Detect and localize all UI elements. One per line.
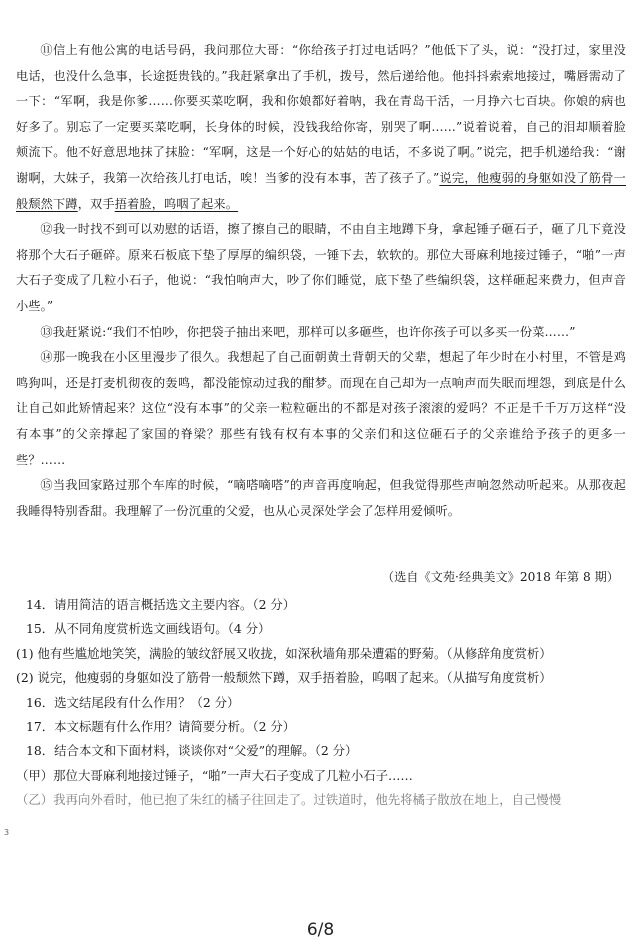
margin-mark: 3	[4, 828, 10, 837]
paragraph-11-text: ⑪信上有他公寓的电话号码，我问那位大哥：“你给孩子打过电话吗？”他低下了头，说：“没打过，家里没电话，也没什么急事，长途挺贵钱的。”我赶紧拿出了手机，拨号，然后递给他。他抖抖索索地接过，嘴唇需动了一下：“军啊，我是你爹……你要买菜吃啊，我和你娘都好着呐，我在青岛干活，一月挣六七百块。你娘的病也好多了。别忘了一定要买菜吃啊，长身体的时候，没钱我给你寄，别哭了啊……”说着说着，自己的泪却顺着脸颊流下。他不好意思地抹了抹脸：“军啊，这是一个好心的姑姑的电话，不多说了啊。”说完，把手机递给我：“谢谢啊，大妹子，我第一次给孩儿打电话，唉！当爹的没有本事，苦了孩子了。”	[16, 43, 626, 185]
paragraph-14: ⑭那一晚我在小区里漫步了很久。我想起了自己面朝黄土背朝天的父辈，想起了年少时在小村里，不管是鸡鸣狗叫，还是打麦机彻夜的轰鸣，都没能惊动过我的酣梦。而现在自己却为一点响声而失眠而埋怨，到底是什么让自己如此矫情起来？这位“没有本事”的父亲一粒粒砸出的不都是对孩子滚滚的爱吗？不正是千千万万这样“没有本事”的父亲撑起了家国的脊梁？那些有钱有权有本事的父亲们和这位砸石子的父亲谁给予孩子的更多一些？……	[16, 350, 626, 467]
underlined-sentence-part-2: 捂着脸，呜咽了起来。	[114, 196, 239, 211]
question-list	[16, 593, 626, 813]
material-b: （乙）我再向外看时，他已抱了朱红的橘子往回走了。过铁道时，他先将橘子散放在地上，自己慢慢	[16, 792, 562, 808]
question-18: 18．结合本文和下面材料，谈谈你对“父爱”的理解。（2 分）	[26, 743, 358, 759]
question-15-part-1: (1) 他有些尴尬地笑笑，满脸的皱纹舒展又收拢，如深秋墙角那朵遭霜的野菊。（从修辞角度赏析）	[16, 645, 552, 661]
reading-passage	[16, 38, 626, 524]
page-number: 6/8	[306, 920, 335, 940]
underlined-sentence-part-1: 说完，他瘦弱的身躯如没了筋骨一般颓然下蹲	[16, 170, 626, 211]
paragraph-11-mid: ，双手	[77, 196, 115, 211]
paragraph-11	[16, 38, 626, 217]
passage-source: （选自《文苑·经典美文》2018 年第 8 期）	[381, 570, 619, 584]
question-15-part-2: (2) 说完，他瘦弱的身躯如没了筋骨一般颓然下蹲，双手捂着脸，呜咽了起来。（从描写角度赏析）	[16, 670, 552, 686]
paragraph-12: ⑫我一时找不到可以劝慰的话语，擦了擦自己的眼睛，不由自主地蹲下身，拿起锤子砸石子，砸了几下竟没将那个大石子砸碎。原来石板底下垫了厚厚的编织袋，一锤下去，软软的。那位大哥麻利地接过锤子，“啪”一声大石子变成了几粒小石子，他说：“我怕响声大，吵了你们睡觉，底下垫了些编织袋，这样砸起来费力，但声音小些。”	[16, 222, 626, 313]
question-14: 14．请用简洁的语言概括选文主要内容。（2 分）	[26, 597, 296, 612]
question-15: 15．从不同角度赏析选文画线语句。（4 分）	[26, 621, 271, 637]
material-a: （甲）那位大哥麻利地接过锤子，“啪”一声大石子变成了几粒小石子……	[16, 767, 413, 783]
paragraph-15: ⑮当我回家路过那个车库的时候，“嘀嗒嘀嗒”的声音再度响起，但我觉得那些声响忽然动听起来。从那夜起我睡得特别香甜。我理解了一份沉重的父爱，也从心灵深处学会了怎样用爱倾听。	[16, 478, 626, 518]
question-17: 17．本文标题有什么作用？请简要分析。（2 分）	[26, 719, 296, 735]
question-16: 16．选文结尾段有什么作用？（2 分）	[26, 694, 240, 710]
paragraph-13: ⑬我赶紧说:“我们不怕吵，你把袋子抽出来吧，那样可以多砸些，也许你孩子可以多买一份菜……”	[40, 324, 576, 339]
